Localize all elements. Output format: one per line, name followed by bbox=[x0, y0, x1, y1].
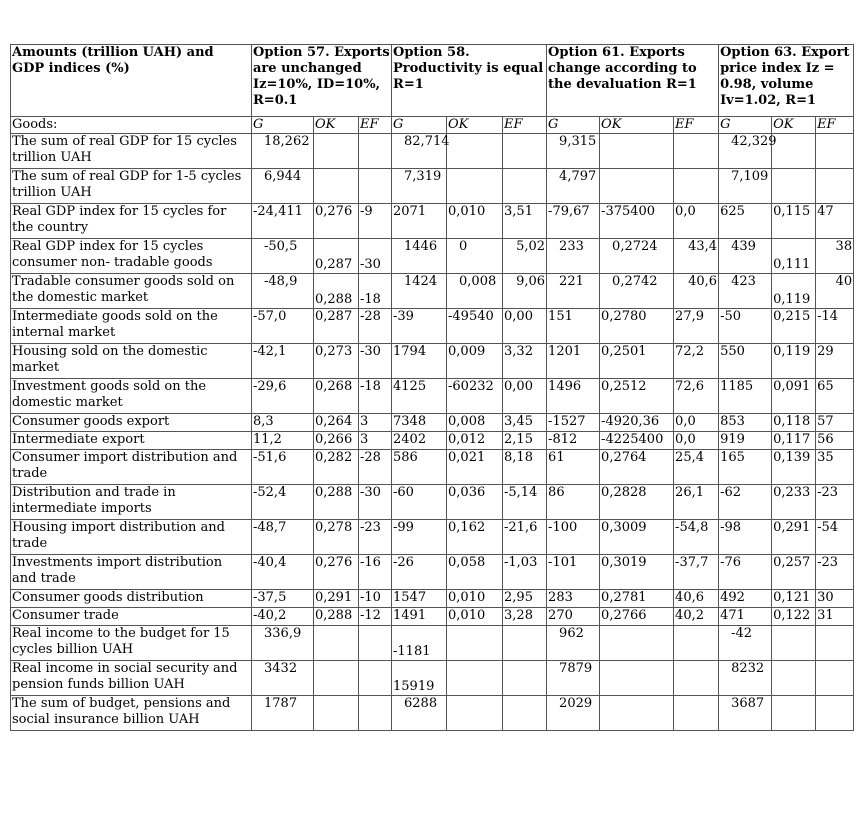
table-row bbox=[11, 309, 854, 344]
table-cell: 962 bbox=[547, 626, 600, 661]
table-cell: 0,115 bbox=[772, 204, 816, 239]
table-cell: 43,4 bbox=[674, 239, 719, 274]
table-cell: 30 bbox=[816, 590, 854, 608]
table-cell: 0,036 bbox=[447, 485, 503, 520]
subheader-ok: OK bbox=[600, 117, 674, 134]
table-cell: -101 bbox=[547, 555, 600, 590]
table-cell bbox=[359, 169, 392, 204]
table-cell: 27,9 bbox=[674, 309, 719, 344]
table-cell bbox=[314, 661, 359, 696]
table-cell: 0,273 bbox=[314, 344, 359, 379]
table-cell bbox=[359, 661, 392, 696]
table-cell bbox=[447, 696, 503, 731]
subheader-ef: EF bbox=[359, 117, 392, 134]
table-cell: 2029 bbox=[547, 696, 600, 731]
table-cell: 65 bbox=[816, 379, 854, 414]
table-cell: -23 bbox=[359, 520, 392, 555]
table-cell: 4,797 bbox=[547, 169, 600, 204]
table-cell: 0,2781 bbox=[600, 590, 674, 608]
table-cell: 0,2512 bbox=[600, 379, 674, 414]
row-label: Housing import distribution and trade bbox=[11, 520, 252, 555]
table-cell: 0,215 bbox=[772, 309, 816, 344]
table-cell: 0,2764 bbox=[600, 450, 674, 485]
table-cell: 3,28 bbox=[503, 608, 547, 626]
table-cell: 0,2501 bbox=[600, 344, 674, 379]
table-cell: 0,2724 bbox=[600, 239, 674, 274]
table-cell: 57 bbox=[816, 414, 854, 432]
table-cell: 336,9 bbox=[252, 626, 314, 661]
table-cell: -29,6 bbox=[252, 379, 314, 414]
table-cell: 0,119 bbox=[772, 274, 816, 309]
table-cell: 2,95 bbox=[503, 590, 547, 608]
table-cell bbox=[674, 134, 719, 169]
row-label: Housing sold on the domestic market bbox=[11, 344, 252, 379]
table-cell bbox=[772, 626, 816, 661]
table-cell: 1424 bbox=[392, 274, 447, 309]
table-cell: 86 bbox=[547, 485, 600, 520]
table-cell: 7,319 bbox=[392, 169, 447, 204]
table-cell: 0,278 bbox=[314, 520, 359, 555]
table-cell: 0,287 bbox=[314, 239, 359, 274]
row-label: The sum of real GDP for 15 cycles trillion UAH bbox=[11, 134, 252, 169]
table-cell: 586 bbox=[392, 450, 447, 485]
table-cell: 1446 bbox=[392, 239, 447, 274]
table-cell bbox=[314, 696, 359, 731]
table-cell: 0,291 bbox=[314, 590, 359, 608]
table-cell: -1181 bbox=[392, 626, 447, 661]
table-body bbox=[11, 134, 854, 731]
table-cell: 492 bbox=[719, 590, 772, 608]
row-label: Consumer goods export bbox=[11, 414, 252, 432]
table-row bbox=[11, 134, 854, 169]
table-cell: 0,111 bbox=[772, 239, 816, 274]
table-cell: 0,288 bbox=[314, 274, 359, 309]
table-cell: 0,2828 bbox=[600, 485, 674, 520]
table-row bbox=[11, 274, 854, 309]
table-cell: 1547 bbox=[392, 590, 447, 608]
table-cell: 3432 bbox=[252, 661, 314, 696]
table-cell: 0,118 bbox=[772, 414, 816, 432]
table-cell: -54 bbox=[816, 520, 854, 555]
table-cell: 471 bbox=[719, 608, 772, 626]
table-cell: -9 bbox=[359, 204, 392, 239]
table-cell: -76 bbox=[719, 555, 772, 590]
table-cell: -54,8 bbox=[674, 520, 719, 555]
table-cell bbox=[314, 134, 359, 169]
table-cell: 233 bbox=[547, 239, 600, 274]
subheader-ef: EF bbox=[816, 117, 854, 134]
table-cell bbox=[447, 661, 503, 696]
table-cell: 61 bbox=[547, 450, 600, 485]
table-cell: 0,139 bbox=[772, 450, 816, 485]
table-cell: 40 bbox=[816, 274, 854, 309]
subheader-ok: OK bbox=[314, 117, 359, 134]
table-cell: 3,51 bbox=[503, 204, 547, 239]
table-row bbox=[11, 608, 854, 626]
table-cell: 5,02 bbox=[503, 239, 547, 274]
table-cell: -30 bbox=[359, 485, 392, 520]
table-cell: 0,266 bbox=[314, 432, 359, 450]
table-cell: 1787 bbox=[252, 696, 314, 731]
table-cell: 6288 bbox=[392, 696, 447, 731]
table-cell: -21,6 bbox=[503, 520, 547, 555]
table-row bbox=[11, 696, 854, 731]
table-cell: -52,4 bbox=[252, 485, 314, 520]
table-cell: -60 bbox=[392, 485, 447, 520]
table-cell: 0,287 bbox=[314, 309, 359, 344]
header-amounts: Amounts (trillion UAH) and GDP indices (%) bbox=[11, 45, 252, 117]
table-cell: 2,15 bbox=[503, 432, 547, 450]
subheader-ok: OK bbox=[447, 117, 503, 134]
table-cell: 0,288 bbox=[314, 485, 359, 520]
table-cell bbox=[503, 169, 547, 204]
table-cell bbox=[503, 626, 547, 661]
table-cell: 0,233 bbox=[772, 485, 816, 520]
table-cell: 0,00 bbox=[503, 309, 547, 344]
table-cell: 7,109 bbox=[719, 169, 772, 204]
table-cell: -49540 bbox=[447, 309, 503, 344]
table-cell bbox=[503, 661, 547, 696]
table-cell: 31 bbox=[816, 608, 854, 626]
table-cell bbox=[674, 626, 719, 661]
table-cell: -100 bbox=[547, 520, 600, 555]
table-cell bbox=[314, 626, 359, 661]
table-cell: 9,315 bbox=[547, 134, 600, 169]
table-cell: -60232 bbox=[447, 379, 503, 414]
table-cell: -37,7 bbox=[674, 555, 719, 590]
table-cell: 151 bbox=[547, 309, 600, 344]
table-cell: -14 bbox=[816, 309, 854, 344]
table-row bbox=[11, 661, 854, 696]
table-cell bbox=[772, 169, 816, 204]
table-cell bbox=[503, 696, 547, 731]
table-cell: -4920,36 bbox=[600, 414, 674, 432]
table-cell: 0,010 bbox=[447, 204, 503, 239]
table-cell: 0,008 bbox=[447, 274, 503, 309]
table-cell: 0,3019 bbox=[600, 555, 674, 590]
table-row bbox=[11, 432, 854, 450]
results-table bbox=[10, 44, 854, 731]
table-cell: -23 bbox=[816, 555, 854, 590]
table-row bbox=[11, 239, 854, 274]
table-cell: -24,411 bbox=[252, 204, 314, 239]
table-cell bbox=[503, 134, 547, 169]
table-cell bbox=[674, 661, 719, 696]
table-cell: -98 bbox=[719, 520, 772, 555]
table-cell: 38 bbox=[816, 239, 854, 274]
table-cell: 221 bbox=[547, 274, 600, 309]
table-cell bbox=[816, 169, 854, 204]
table-cell: 82,714 bbox=[392, 134, 447, 169]
subheader-goods: Goods: bbox=[11, 117, 252, 134]
row-label: Real GDP index for 15 cycles for the country bbox=[11, 204, 252, 239]
table-cell: 11,2 bbox=[252, 432, 314, 450]
table-cell: 0,2780 bbox=[600, 309, 674, 344]
table-cell: -51,6 bbox=[252, 450, 314, 485]
table-cell: -23 bbox=[816, 485, 854, 520]
table-cell: 0 bbox=[447, 239, 503, 274]
table-cell bbox=[816, 626, 854, 661]
table-cell bbox=[600, 169, 674, 204]
table-cell: 0,121 bbox=[772, 590, 816, 608]
table-cell: -1527 bbox=[547, 414, 600, 432]
table-cell: -30 bbox=[359, 239, 392, 274]
table-cell: 0,0 bbox=[674, 204, 719, 239]
subheader-g: G bbox=[252, 117, 314, 134]
table-cell: 56 bbox=[816, 432, 854, 450]
table-cell: 40,6 bbox=[674, 274, 719, 309]
table-cell: 8,18 bbox=[503, 450, 547, 485]
table-cell: 72,6 bbox=[674, 379, 719, 414]
table-cell: 0,257 bbox=[772, 555, 816, 590]
table-cell: 0,288 bbox=[314, 608, 359, 626]
header-option-57: Option 57. Exports are unchanged Iz=10%, ID=10%, R=0.1 bbox=[252, 45, 392, 117]
row-label: Tradable consumer goods sold on the domestic market bbox=[11, 274, 252, 309]
table-cell: -62 bbox=[719, 485, 772, 520]
table-cell: 0,021 bbox=[447, 450, 503, 485]
table-cell: 18,262 bbox=[252, 134, 314, 169]
row-label: Consumer import distribution and trade bbox=[11, 450, 252, 485]
table-cell: 0,00 bbox=[503, 379, 547, 414]
table-cell bbox=[314, 169, 359, 204]
subheader-ef: EF bbox=[674, 117, 719, 134]
table-cell bbox=[772, 134, 816, 169]
row-label: The sum of real GDP for 1-5 cycles trillion UAH bbox=[11, 169, 252, 204]
table-cell: 8,3 bbox=[252, 414, 314, 432]
table-cell: -26 bbox=[392, 555, 447, 590]
table-cell: -30 bbox=[359, 344, 392, 379]
table-row bbox=[11, 520, 854, 555]
table-cell: 0,2766 bbox=[600, 608, 674, 626]
table-cell: 7879 bbox=[547, 661, 600, 696]
table-cell: -40,2 bbox=[252, 608, 314, 626]
table-cell: 0,0 bbox=[674, 432, 719, 450]
table-cell: 7348 bbox=[392, 414, 447, 432]
table-cell bbox=[600, 661, 674, 696]
table-cell: 4125 bbox=[392, 379, 447, 414]
table-cell: -5,14 bbox=[503, 485, 547, 520]
table-cell: 42,329 bbox=[719, 134, 772, 169]
table-cell: 439 bbox=[719, 239, 772, 274]
table-cell: 919 bbox=[719, 432, 772, 450]
row-label: Investment goods sold on the domestic market bbox=[11, 379, 252, 414]
table-cell: 40,6 bbox=[674, 590, 719, 608]
table-cell: 283 bbox=[547, 590, 600, 608]
table-cell: 0,2742 bbox=[600, 274, 674, 309]
table-cell: -37,5 bbox=[252, 590, 314, 608]
table-cell: -18 bbox=[359, 379, 392, 414]
table-cell: 0,058 bbox=[447, 555, 503, 590]
table-row bbox=[11, 590, 854, 608]
table-cell: 3 bbox=[359, 432, 392, 450]
table-cell: -79,67 bbox=[547, 204, 600, 239]
row-label: Consumer trade bbox=[11, 608, 252, 626]
row-label: Intermediate export bbox=[11, 432, 252, 450]
table-cell: -4225400 bbox=[600, 432, 674, 450]
row-label: Distribution and trade in intermediate imports bbox=[11, 485, 252, 520]
table-cell: 1496 bbox=[547, 379, 600, 414]
table-cell: 0,012 bbox=[447, 432, 503, 450]
row-label: Real income to the budget for 15 cycles billion UAH bbox=[11, 626, 252, 661]
table-cell: 3 bbox=[359, 414, 392, 432]
table-cell: 0,276 bbox=[314, 204, 359, 239]
table-row bbox=[11, 344, 854, 379]
table-cell: -375400 bbox=[600, 204, 674, 239]
table-cell: 0,009 bbox=[447, 344, 503, 379]
table-cell: 0,264 bbox=[314, 414, 359, 432]
table-cell: 2071 bbox=[392, 204, 447, 239]
table-cell: 40,2 bbox=[674, 608, 719, 626]
table-cell: 0,291 bbox=[772, 520, 816, 555]
table-cell: -42 bbox=[719, 626, 772, 661]
table-cell: 423 bbox=[719, 274, 772, 309]
row-label: Investments import distribution and trade bbox=[11, 555, 252, 590]
table-cell: 1185 bbox=[719, 379, 772, 414]
table-cell: 1491 bbox=[392, 608, 447, 626]
table-cell bbox=[772, 696, 816, 731]
table-cell: 853 bbox=[719, 414, 772, 432]
table-cell: -50,5 bbox=[252, 239, 314, 274]
subheader-g: G bbox=[719, 117, 772, 134]
table-cell: 0,010 bbox=[447, 590, 503, 608]
table-cell: 0,008 bbox=[447, 414, 503, 432]
table-cell: 0,010 bbox=[447, 608, 503, 626]
table-row bbox=[11, 169, 854, 204]
row-label: Intermediate goods sold on the internal market bbox=[11, 309, 252, 344]
table-row bbox=[11, 626, 854, 661]
table-cell: -10 bbox=[359, 590, 392, 608]
table-cell: -48,9 bbox=[252, 274, 314, 309]
table-cell: 0,122 bbox=[772, 608, 816, 626]
table-cell: 26,1 bbox=[674, 485, 719, 520]
table-cell bbox=[447, 169, 503, 204]
table-cell: -16 bbox=[359, 555, 392, 590]
table-cell: 1201 bbox=[547, 344, 600, 379]
table-row bbox=[11, 204, 854, 239]
table-cell bbox=[772, 661, 816, 696]
table-cell: -40,4 bbox=[252, 555, 314, 590]
table-row bbox=[11, 450, 854, 485]
table-cell: 72,2 bbox=[674, 344, 719, 379]
table-cell: 0,0 bbox=[674, 414, 719, 432]
table-cell: 0,268 bbox=[314, 379, 359, 414]
subheader-g: G bbox=[547, 117, 600, 134]
table-cell: 25,4 bbox=[674, 450, 719, 485]
row-label: The sum of budget, pensions and social insurance billion UAH bbox=[11, 696, 252, 731]
table-cell bbox=[447, 626, 503, 661]
table-cell: 2402 bbox=[392, 432, 447, 450]
table-cell bbox=[816, 696, 854, 731]
table-cell: 47 bbox=[816, 204, 854, 239]
table-cell: 0,117 bbox=[772, 432, 816, 450]
row-label: Real GDP index for 15 cycles consumer non- tradable goods bbox=[11, 239, 252, 274]
table-cell: -28 bbox=[359, 450, 392, 485]
table-cell: -28 bbox=[359, 309, 392, 344]
table-row bbox=[11, 555, 854, 590]
table-cell: -1,03 bbox=[503, 555, 547, 590]
table-cell bbox=[600, 626, 674, 661]
table-cell bbox=[816, 661, 854, 696]
table-cell: 35 bbox=[816, 450, 854, 485]
table-cell: -57,0 bbox=[252, 309, 314, 344]
table-cell bbox=[447, 134, 503, 169]
subheader-g: G bbox=[392, 117, 447, 134]
table-cell: 0,282 bbox=[314, 450, 359, 485]
subheader-row bbox=[11, 117, 854, 134]
table-cell: 3,32 bbox=[503, 344, 547, 379]
table-cell: 0,3009 bbox=[600, 520, 674, 555]
table-cell bbox=[359, 134, 392, 169]
table-cell: 8232 bbox=[719, 661, 772, 696]
table-cell bbox=[674, 169, 719, 204]
table-cell: 0,162 bbox=[447, 520, 503, 555]
table-cell: -42,1 bbox=[252, 344, 314, 379]
table-cell: -12 bbox=[359, 608, 392, 626]
table-cell: 29 bbox=[816, 344, 854, 379]
table-cell bbox=[816, 134, 854, 169]
header-option-58: Option 58. Productivity is equal R=1 bbox=[392, 45, 547, 117]
table-cell: 0,119 bbox=[772, 344, 816, 379]
table-cell: 3687 bbox=[719, 696, 772, 731]
table-cell: 0,276 bbox=[314, 555, 359, 590]
header-row bbox=[11, 45, 854, 117]
table-cell: -50 bbox=[719, 309, 772, 344]
table-cell: -39 bbox=[392, 309, 447, 344]
subheader-ok: OK bbox=[772, 117, 816, 134]
table-cell: 1794 bbox=[392, 344, 447, 379]
table-cell: 15919 bbox=[392, 661, 447, 696]
table-cell bbox=[600, 134, 674, 169]
table-cell: 165 bbox=[719, 450, 772, 485]
header-option-63: Option 63. Export price index Iz = 0.98, volume Iv=1.02, R=1 bbox=[719, 45, 854, 117]
table-cell bbox=[359, 696, 392, 731]
table-cell bbox=[359, 626, 392, 661]
table-cell: -99 bbox=[392, 520, 447, 555]
table-cell: 9,06 bbox=[503, 274, 547, 309]
table-row bbox=[11, 379, 854, 414]
table-cell bbox=[600, 696, 674, 731]
subheader-ef: EF bbox=[503, 117, 547, 134]
table-cell: 270 bbox=[547, 608, 600, 626]
row-label: Real income in social security and pension funds billion UAH bbox=[11, 661, 252, 696]
table-row bbox=[11, 485, 854, 520]
table-cell: -812 bbox=[547, 432, 600, 450]
table-row bbox=[11, 414, 854, 432]
table-cell: 625 bbox=[719, 204, 772, 239]
table-cell: -48,7 bbox=[252, 520, 314, 555]
table-cell: -18 bbox=[359, 274, 392, 309]
header-option-61: Option 61. Exports change according to the devaluation R=1 bbox=[547, 45, 719, 117]
table-cell: 0,091 bbox=[772, 379, 816, 414]
table-cell: 6,944 bbox=[252, 169, 314, 204]
table-cell bbox=[674, 696, 719, 731]
row-label: Consumer goods distribution bbox=[11, 590, 252, 608]
table-cell: 3,45 bbox=[503, 414, 547, 432]
table-cell: 550 bbox=[719, 344, 772, 379]
